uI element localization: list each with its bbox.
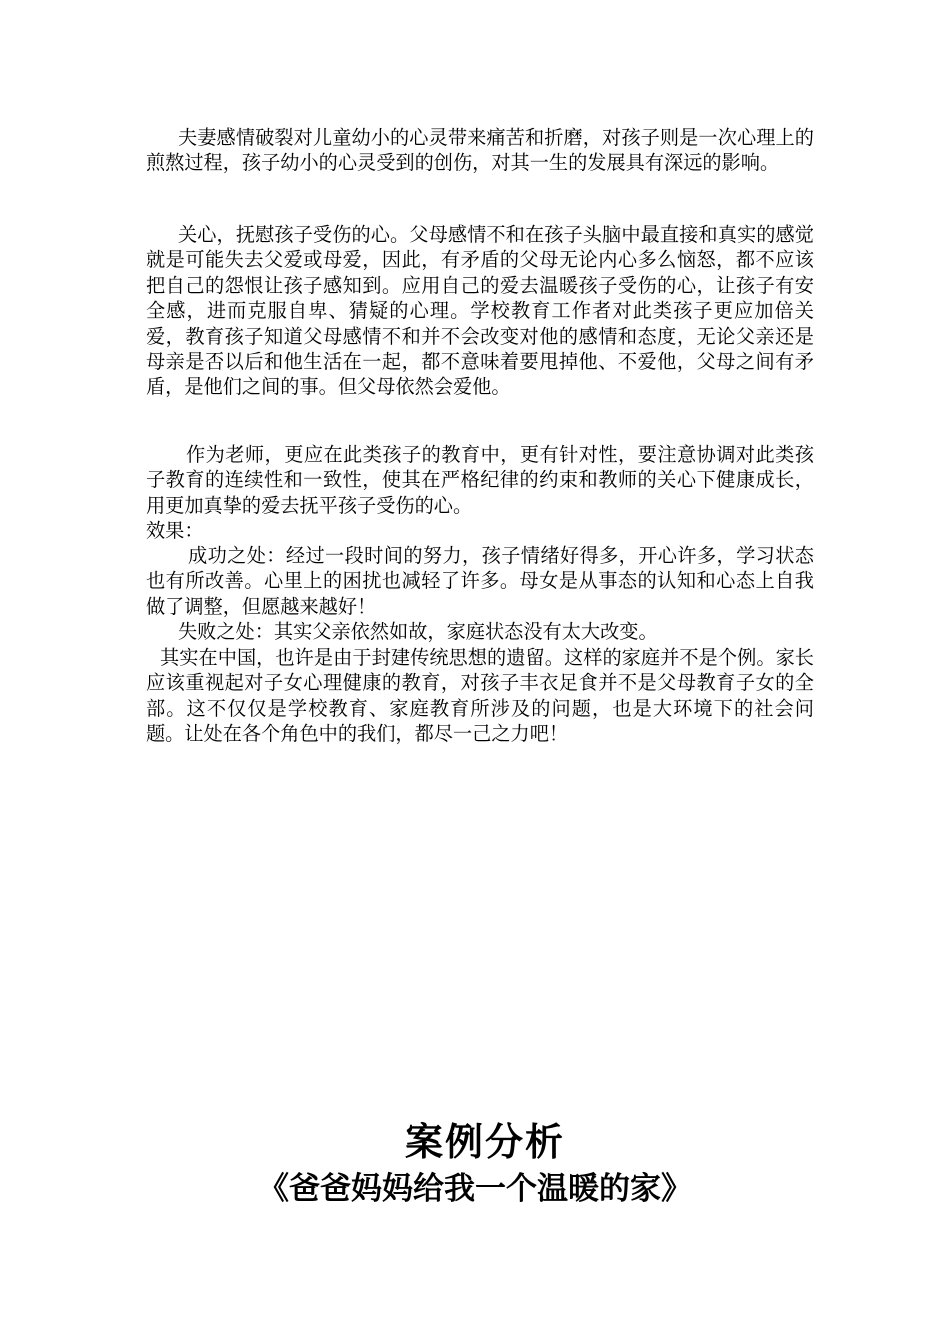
effect-label: 效果： (146, 519, 204, 542)
paragraph-success: 成功之处：经过一段时间的努力，孩子情绪好得多，开心许多，学习状态也有所改善。心里上的困扰也减轻了许多。母女是从事态的认知和心态上自我做了调整，但愿越来越好！ (146, 544, 814, 618)
paragraph-failure: 失败之处：其实父亲依然如故，家庭状态没有太大改变。 (178, 620, 658, 643)
paragraph-conclusion: 其实在中国，也许是由于封建传统思想的遗留。这样的家庭并不是个例。家长应该重视起对子女心理健康的教育，对孩子丰衣足食并不是父母教育子女的全部。这不仅仅是学校教育、家庭教育所涉及的问题，也是大环境下的社会问题。让处在各个角色中的我们，都尽一己之力吧！ (146, 646, 814, 746)
paragraph-care: 关心，抚慰孩子受伤的心。父母感情不和在孩子头脑中最直接和真实的感觉就是可能失去父爱或母爱，因此，有矛盾的父母无论内心多么恼怒，都不应该把自己的怨恨让孩子感知到。应用自己的爱去温暖孩子受伤的心，让孩子有安全感，进而克服自卑、猜疑的心理。学校教育工作者对此类孩子更应加倍关爱，教育孩子知道父母感情不和并不会改变对他的感情和态度，无论父亲还是母亲是否以后和他生活在一起，都不意味着要甩掉他、不爱他，父母之间有矛盾，是他们之间的事。但父母依然会爱他。 (146, 223, 814, 399)
paragraph-teacher: 作为老师，更应在此类孩子的教育中，更有针对性，要注意协调对此类孩子教育的连续性和一致性，使其在严格纪律的约束和教师的关心下健康成长，用更加真挚的爱去抚平孩子受伤的心。 (146, 443, 814, 517)
paragraph-intro: 夫妻感情破裂对儿童幼小的心灵带来痛苦和折磨，对孩子则是一次心理上的煎熬过程，孩子幼小的心灵受到的创伤，对其一生的发展具有深远的影响。 (146, 126, 814, 175)
case-analysis-title: 案例分析 (404, 1119, 565, 1164)
case-analysis-subtitle: 《爸爸妈妈给我一个温暖的家》 (258, 1171, 692, 1207)
